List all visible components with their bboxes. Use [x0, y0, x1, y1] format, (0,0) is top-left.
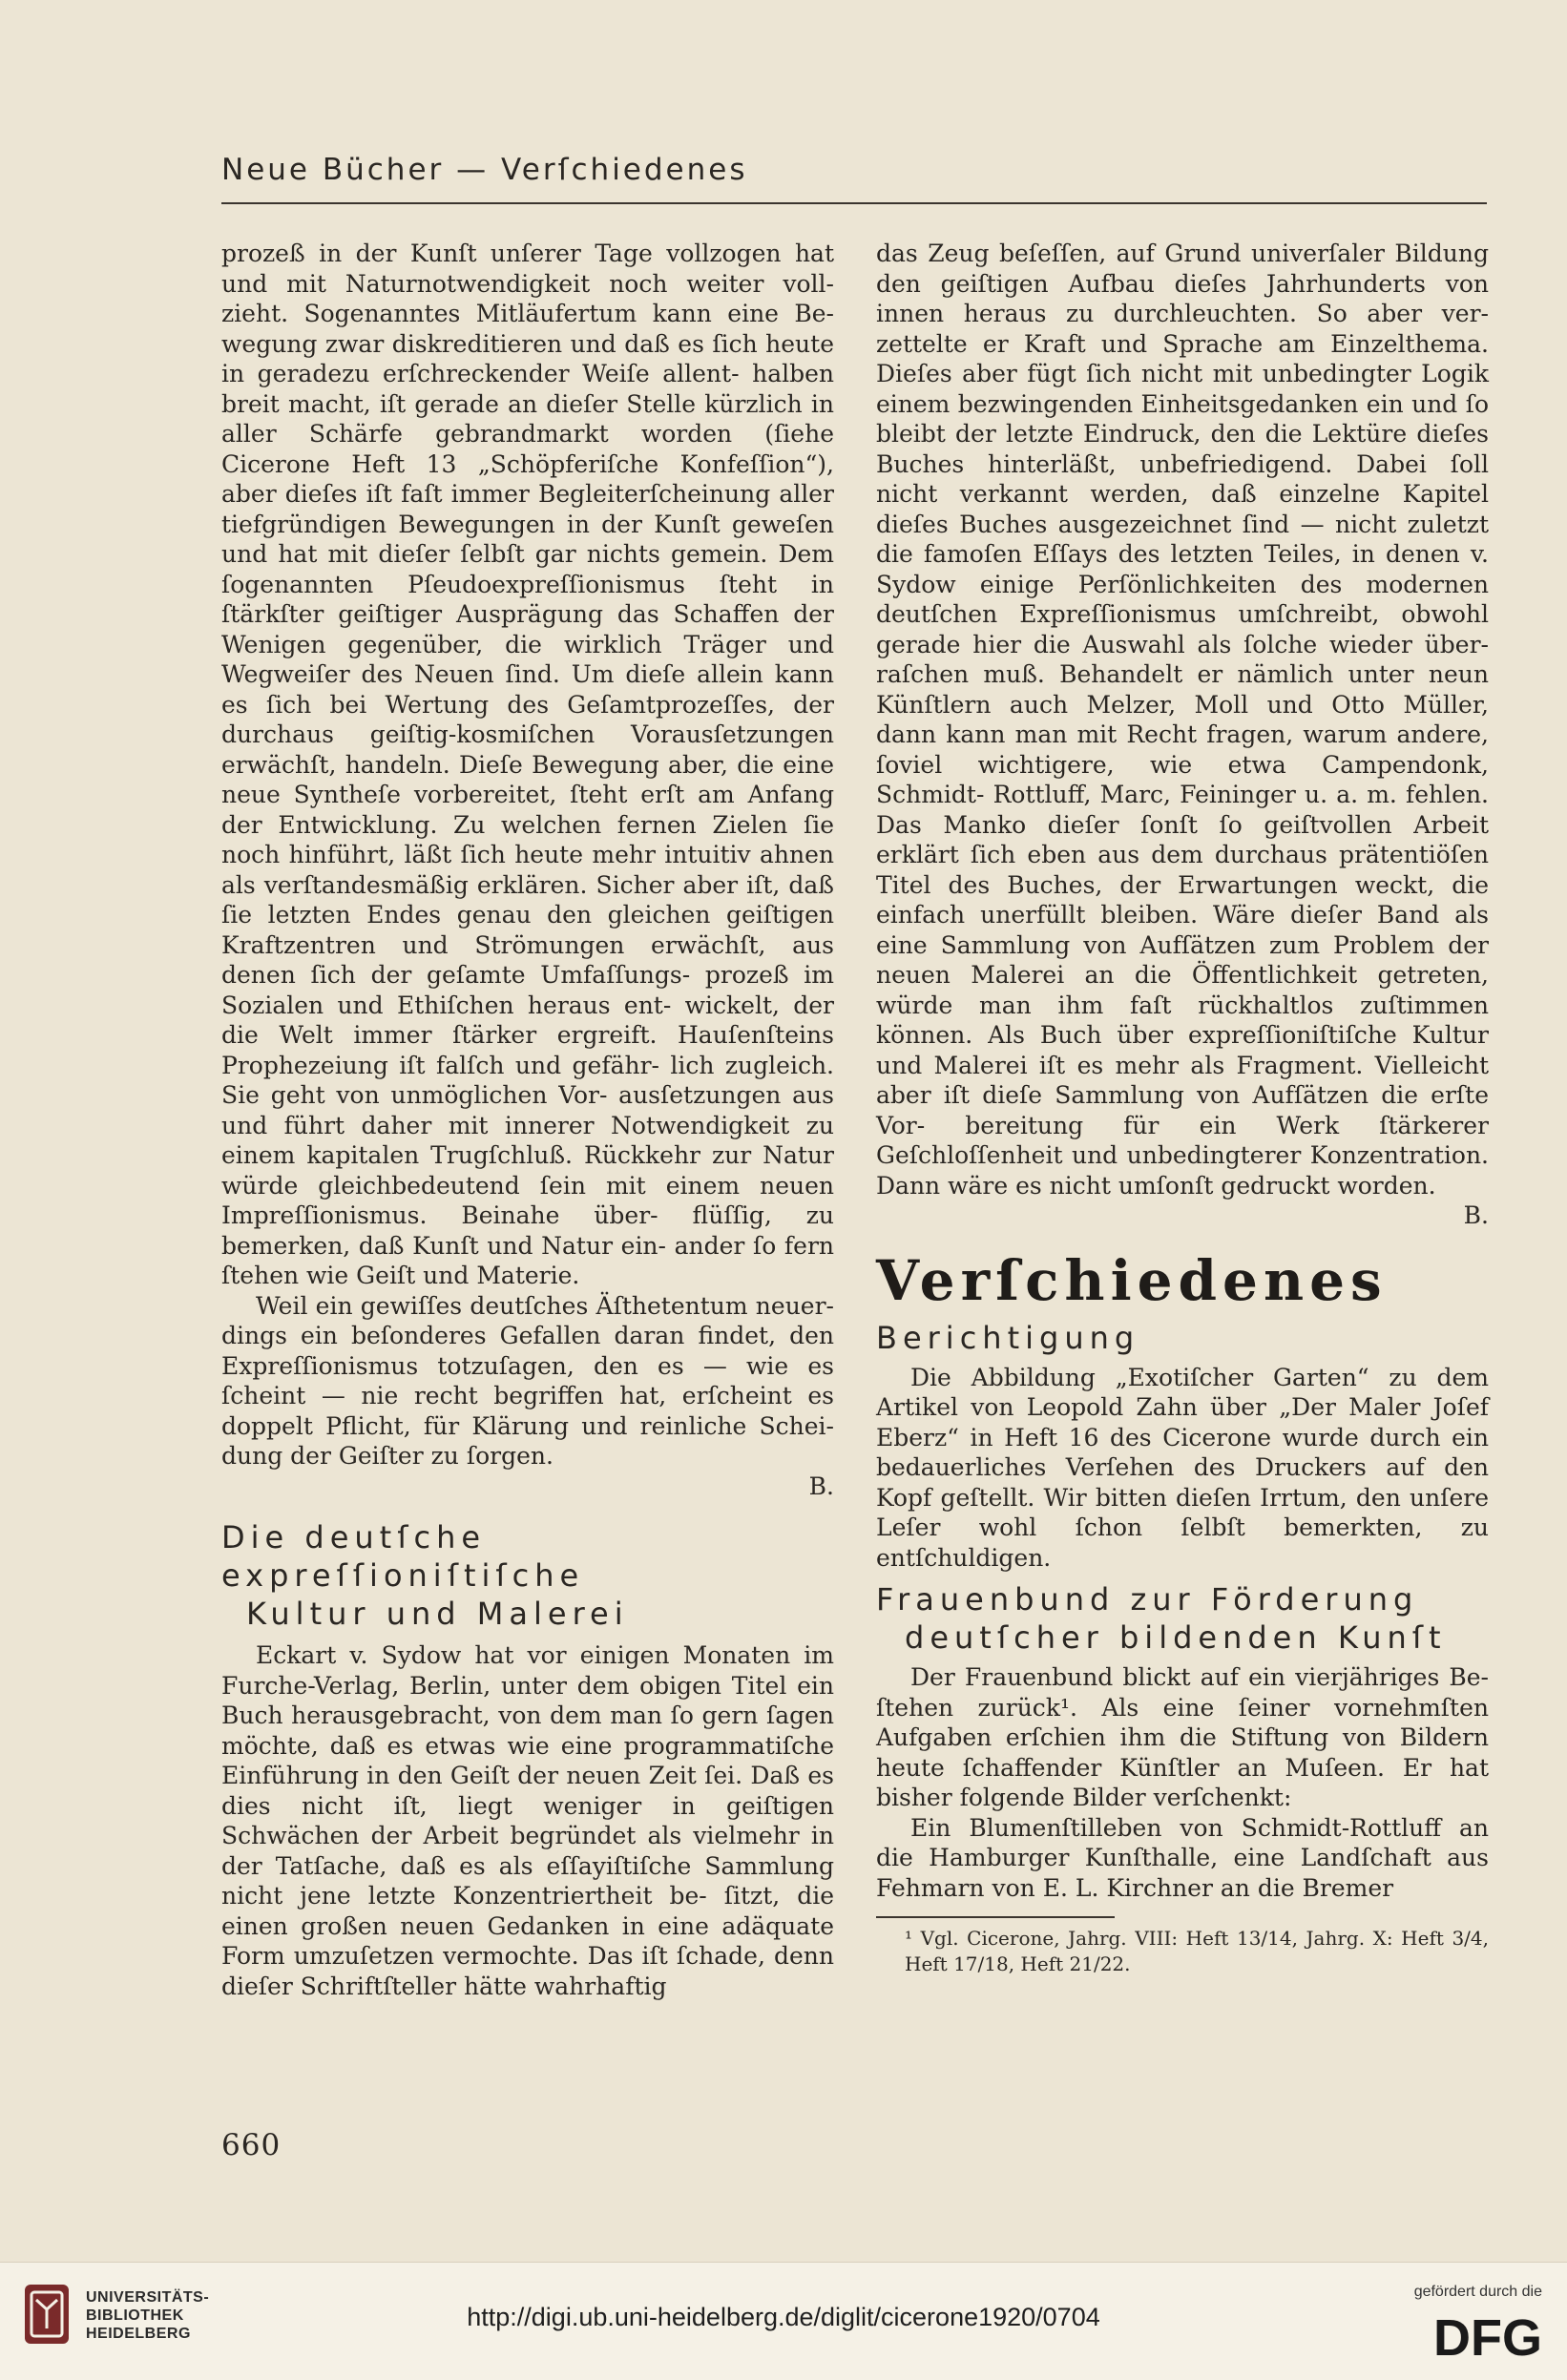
subsection-title-frauenbund	[876, 1580, 1489, 1657]
left-paragraph-3: Eckart v. Sydow hat vor einigen Monaten im Furche-Verlag, Berlin, unter dem obigen Titel ein Buch herausgebracht, von dem man ſo gern ſagen möchte, daß es etwas wie eine programmatiſche Einführung in den Geiſt der neuen Zeit ſei. Daß es dies nicht iſt, liegt weniger in geiſtigen Schwächen der Arbeit begründet als vielmehr in der Tatſache, daß es als eſſayiſtiſche Sammlung nicht jene letzte Konzentriertheit be- ſitzt, die einen großen neuen Gedanken in eine adäquate Form umzuſetzen vermochte. Das iſt ſchade, denn dieſer Schriftſteller hätte wahrhaftig	[221, 1641, 834, 2000]
subsection-title-line-2: deutſcher bildenden Kunſt	[905, 1619, 1447, 1656]
section-title	[221, 1518, 834, 1633]
subsection-title-line-1: Frauenbund zur Förderung	[876, 1581, 1419, 1618]
section-title-line-2: Kultur und Malerei	[246, 1596, 629, 1632]
dfg-logo-text: DFG	[1433, 2311, 1542, 2361]
signature: B.	[808, 1472, 834, 1500]
right-paragraph-3: Der Frauenbund blickt auf ein vierjähriges Be- ſtehen zurück¹. Als eine ſeiner vornehmſten Aufgaben erſchien ihm die Stiftung von Bildern heute ſchaffender Künſtler an Muſeen. Er hat bisher folgende Bilder verſchenkt:	[876, 1663, 1489, 1811]
permalink[interactable]: http://digi.ub.uni-heidelberg.de/diglit/cicerone1920/0704	[467, 2303, 1100, 2331]
signature-line	[876, 1200, 1489, 1231]
subsection-title-berichtigung	[876, 1319, 1489, 1357]
header-rule	[221, 202, 1487, 204]
institution-line: HEIDELBERG	[86, 2326, 191, 2342]
left-column	[221, 239, 834, 2001]
funded-by-label: gefördert durch die	[1413, 2284, 1542, 2300]
subsection-title-text: Berichtigung	[876, 1319, 1140, 1356]
left-paragraph-1: prozeß in der Kunſt unſerer Tage vollzogen hat und mit Naturnotwendigkeit noch weiter voll- zieht. Sogenanntes Mitläufertum kann eine Be- wegung zwar diskreditieren und daß es ſich heute in geradezu erſchreckender Weiſe allent- halben breit macht, iſt gerade an dieſer Stelle kürzlich in aller Schärfe gebrandmarkt worden (ſiehe Cicerone Heft 13 „Schöpferiſche Konfeſſion“), aber dieſes iſt faſt immer Begleiterſcheinung aller tiefgründigen Bewegungen in der Kunſt geweſen und hat mit dieſer ſelbſt gar nichts gemein. Dem ſogenannten Pſeudoexpreſſionismus ſteht in ſtärkſter geiſtiger Ausprägung das Schaffen der Wenigen gegenüber, die wirklich Träger und Wegweiſer des Neuen ſind. Um dieſe allein kann es ſich bei Wertung des Geſamtprozeſſes, der durchaus geiſtig-kosmiſchen Vorausſetzungen erwächſt, handeln. Dieſe Bewegung aber, die eine neue Syntheſe vorbereitet, ſteht erſt am Anfang der Entwicklung. Zu welchen fernen Zielen ſie noch hinführt, läßt ſich heute mehr intuitiv ahnen als verſtandesmäßig erklären. Sicher aber iſt, daß ſie letzten Endes genau den gleichen geiſtigen Kraftzentren und Strömungen erwächſt, aus denen ſich der geſamte Umfaſſungs- prozeß im Sozialen und Ethiſchen heraus ent- wickelt, der die Welt immer ſtärker ergreift. Hauſenſteins Prophezeiung iſt falſch und gefähr- lich zugleich. Sie geht von unmöglichen Vor- ausſetzungen aus und führt daher mit innerer Notwendigkeit zu einem kapitalen Trugſchluß. Rückkehr zur Natur würde gleichbedeutend ſein mit einem neuen Impreſſionismus. Beinahe über- flüſſig, zu bemerken, daß Kunſt und Natur ein- ander ſo fern ſtehen wie Geiſt und Materie.	[221, 240, 834, 1289]
right-paragraph-1: das Zeug beſeſſen, auf Grund univerſaler Bildung den geiſtigen Aufbau dieſes Jahrhunderts von innen heraus zu durchleuchten. So aber ver- zettelte er Kraft und Sprache am Einzelthema. Dieſes aber fügt ſich nicht mit unbedingter Logik einem bezwingenden Einheitsgedanken ein und ſo bleibt der letzte Eindruck, den die Lektüre dieſes Buches hinterläßt, unbefriedigend. Dabei ſoll nicht verkannt werden, daß einzelne Kapitel dieſes Buches ausgezeichnet ſind — nicht zuletzt die famoſen Eſſays des letzten Teiles, in denen v. Sydow einige Perſönlichkeiten des modernen deutſchen Expreſſionismus umſchreibt, obwohl gerade hier die Auswahl als ſolche wieder über- raſchen muß. Behandelt er nämlich unter neun Künſtlern auch Melzer, Moll und Otto Müller, dann kann man mit Recht fragen, warum andere, ſoviel wichtigere, wie etwa Campendonk, Schmidt- Rottluff, Marc, Feininger u. a. m. fehlen. Das Manko dieſer ſonſt ſo geiſtvollen Arbeit erklärt ſich eben aus dem durchaus prätentiöſen Titel des Buches, der Erwartungen weckt, die einfach unerfüllt bleiben. Wäre dieſer Band als eine Sammlung von Aufſätzen zum Problem der neuen Malerei an die Öffentlichkeit getreten, würde man ihm faſt rückhaltlos zuſtimmen können. Als Buch über expreſſioniſtiſche Kultur und Malerei iſt es mehr als Fragment. Vielleicht aber iſt dieſe Sammlung von Aufſätzen die erſte Vor- bereitung für ein Werk ſtärkerer Geſchloſſenheit und unbedingterer Konzentration. Dann wäre es nicht umſonſt gedruckt worden.	[876, 240, 1489, 1200]
signature-line	[221, 1472, 834, 1502]
right-paragraph-4: Ein Blumenſtilleben von Schmidt-Rottluff an die Hamburger Kunſthalle, eine Landſchaft aus Fehmarn von E. L. Kirchner an die Bremer	[876, 1813, 1489, 1902]
institution-line: BIBLIOTHEK	[86, 2307, 184, 2324]
signature: B.	[1463, 1201, 1489, 1229]
section-title-line-1: Die deutſche expreſſioniſtiſche	[221, 1519, 585, 1594]
running-head: Neue Bücher — Verſchiedenes	[221, 153, 748, 187]
right-column	[876, 239, 1489, 1977]
right-paragraph-2: Die Abbildung „Exotiſcher Garten“ zu dem Artikel von Leopold Zahn über „Der Maler Joſef Eberz“ in Heft 16 des Cicerone wurde durch ein bedauerliches Verſehen des Druckers auf den Kopf geſtellt. Wir bitten dieſen Irrtum, den unſere Leſer wohl ſchon ſelbſt bemerkten, zu entſchuldigen.	[876, 1363, 1489, 1572]
left-paragraph-2: Weil ein gewiſſes deutſches Äſthetentum neuer- dings ein beſonderes Gefallen daran findet, den Expreſſionismus totzuſagen, den es — wie es ſcheint — nie recht begriffen hat, erſcheint es doppelt Pflicht, für Klärung und reinliche Schei- dung der Geiſter zu ſorgen.	[221, 1291, 834, 1470]
section-heading: Verſchiedenes	[876, 1247, 1388, 1313]
page-number: 660	[221, 2128, 282, 2162]
footnote: ¹ Vgl. Cicerone, Jahrg. VIII: Heft 13/14, Jahrg. X: Heft 3/4, Heft 17/18, Heft 21/22.	[905, 1927, 1489, 1975]
institution-line: UNIVERSITÄTS-	[86, 2289, 210, 2306]
footnote-rule	[876, 1916, 1115, 1918]
dfg-logo	[1399, 2311, 1542, 2361]
